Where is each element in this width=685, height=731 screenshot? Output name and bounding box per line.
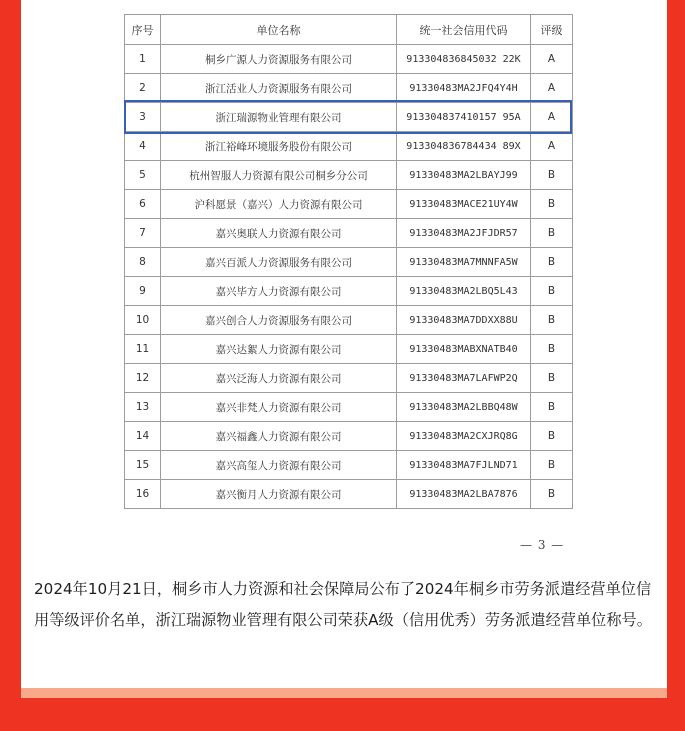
cell-grade: A: [531, 132, 573, 161]
cell-grade: B: [531, 190, 573, 219]
cell-code: 913304836784434 89X: [397, 132, 531, 161]
cell-code: 91330483MA7LAFWP2Q: [397, 364, 531, 393]
cell-name: 浙江瑞源物业管理有限公司: [161, 103, 397, 132]
cell-name: 桐乡广源人力资源服务有限公司: [161, 45, 397, 74]
cell-name: 嘉兴非梵人力资源有限公司: [161, 393, 397, 422]
cell-code: 91330483MA2JFQ4Y4H: [397, 74, 531, 103]
cell-no: 4: [125, 132, 161, 161]
page-number: — 3 —: [520, 538, 565, 552]
cell-code: 91330483MA2LBBQ48W: [397, 393, 531, 422]
cell-grade: B: [531, 277, 573, 306]
cell-name: 嘉兴福鑫人力资源有限公司: [161, 422, 397, 451]
cell-no: 9: [125, 277, 161, 306]
cell-grade: B: [531, 219, 573, 248]
cell-no: 16: [125, 480, 161, 509]
card-bottom-band: [21, 688, 667, 698]
cell-code: 91330483MA7FJLND71: [397, 451, 531, 480]
header-no: 序号: [125, 15, 161, 45]
table-row: [125, 132, 573, 161]
header-name: 单位名称: [161, 15, 397, 45]
cell-name: 嘉兴高玺人力资源有限公司: [161, 451, 397, 480]
cell-grade: B: [531, 335, 573, 364]
cell-no: 11: [125, 335, 161, 364]
cell-grade: A: [531, 103, 573, 132]
cell-code: 91330483MABXNATB40: [397, 335, 531, 364]
table-row: [125, 393, 573, 422]
table-row: [125, 480, 573, 509]
cell-name: 沪科愿景（嘉兴）人力资源有限公司: [161, 190, 397, 219]
cell-no: 15: [125, 451, 161, 480]
cell-grade: B: [531, 422, 573, 451]
cell-no: 13: [125, 393, 161, 422]
cell-grade: A: [531, 74, 573, 103]
cell-name: 杭州智服人力资源有限公司桐乡分公司: [161, 161, 397, 190]
header-grade: 评级: [531, 15, 573, 45]
table-row: [125, 364, 573, 393]
cell-code: 91330483MA2LBQ5L43: [397, 277, 531, 306]
cell-no: 8: [125, 248, 161, 277]
table-row: [125, 335, 573, 364]
table-row: [125, 306, 573, 335]
table-row: [125, 248, 573, 277]
cell-code: 91330483MA7MNNFA5W: [397, 248, 531, 277]
cell-grade: B: [531, 248, 573, 277]
cell-code: 91330483MA2LBA7876: [397, 480, 531, 509]
cell-name: 嘉兴泛海人力资源有限公司: [161, 364, 397, 393]
table-header-row: [125, 15, 573, 45]
cell-grade: B: [531, 451, 573, 480]
table-row: [125, 103, 573, 132]
table-row: [125, 74, 573, 103]
table-row: [125, 451, 573, 480]
cell-code: 913304837410157 95A: [397, 103, 531, 132]
cell-no: 3: [125, 103, 161, 132]
cell-name: 浙江活业人力资源服务有限公司: [161, 74, 397, 103]
cell-grade: B: [531, 161, 573, 190]
cell-code: 91330483MA7DDXX88U: [397, 306, 531, 335]
cell-name: 嘉兴毕方人力资源有限公司: [161, 277, 397, 306]
cell-grade: B: [531, 393, 573, 422]
cell-name: 浙江裕峰环境服务股份有限公司: [161, 132, 397, 161]
cell-no: 6: [125, 190, 161, 219]
cell-code: 91330483MA2LBAYJ99: [397, 161, 531, 190]
cell-grade: B: [531, 306, 573, 335]
cell-no: 10: [125, 306, 161, 335]
credit-rating-table: [124, 14, 573, 509]
cell-name: 嘉兴达絮人力资源有限公司: [161, 335, 397, 364]
cell-grade: B: [531, 364, 573, 393]
cell-code: 913304836845032 22K: [397, 45, 531, 74]
cell-name: 嘉兴创合人力资源服务有限公司: [161, 306, 397, 335]
table-row: [125, 45, 573, 74]
table-row: [125, 219, 573, 248]
cell-code: 91330483MA2JFJDR57: [397, 219, 531, 248]
cell-grade: B: [531, 480, 573, 509]
cell-no: 7: [125, 219, 161, 248]
table-row: [125, 161, 573, 190]
cell-code: 91330483MACE21UY4W: [397, 190, 531, 219]
table-row: [125, 277, 573, 306]
cell-name: 嘉兴奥联人力资源有限公司: [161, 219, 397, 248]
table-row: [125, 190, 573, 219]
cell-no: 5: [125, 161, 161, 190]
cell-no: 1: [125, 45, 161, 74]
cell-name: 嘉兴衡月人力资源有限公司: [161, 480, 397, 509]
cell-no: 12: [125, 364, 161, 393]
news-caption: 2024年10月21日，桐乡市人力资源和社会保障局公布了2024年桐乡市劳务派遣经营单位信用等级评价名单，浙江瑞源物业管理有限公司荣获A级（信用优秀）劳务派遣经营单位称号。: [34, 580, 652, 629]
cell-no: 14: [125, 422, 161, 451]
table-row: [125, 422, 573, 451]
cell-no: 2: [125, 74, 161, 103]
header-code: 统一社会信用代码: [397, 15, 531, 45]
cell-grade: A: [531, 45, 573, 74]
cell-name: 嘉兴百派人力资源服务有限公司: [161, 248, 397, 277]
cell-code: 91330483MA2CXJRQ8G: [397, 422, 531, 451]
